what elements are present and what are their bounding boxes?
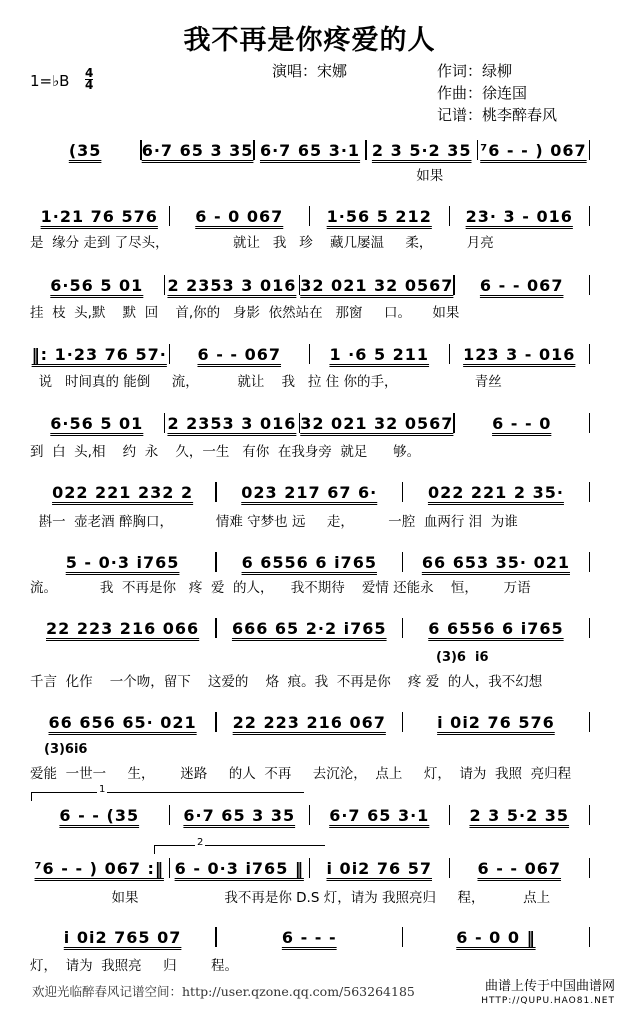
lyrics-line: 千言 化作 一个吻，留下 这爱的 烙 痕。我 不再是你 疼 爱 的人，我不幻想 xyxy=(30,674,543,690)
measure: 6·7 65 3 35 xyxy=(141,140,254,160)
score-line xyxy=(30,344,590,364)
bar-line xyxy=(589,140,591,160)
lyrics-line: 流。 我 不再是你 疼 爱 的人， 我不期待 爱情 还能永 恒， 万语 xyxy=(30,580,531,596)
bar-line xyxy=(589,206,591,226)
volta-bracket-1 xyxy=(31,784,304,801)
score-line xyxy=(30,618,590,638)
lyrics-line: 到 白 头,相 约 永 久，一生 有你 在我身旁 就足 够。 xyxy=(30,444,421,460)
bar-line xyxy=(589,413,591,433)
measure: 6·56 5 01 xyxy=(50,275,144,295)
measure: 23· 3 - 016 xyxy=(465,206,573,226)
measure: 6·7 65 3 35 xyxy=(183,805,296,825)
bar-line xyxy=(589,927,591,947)
measure: i 0i2 76 57 xyxy=(326,858,432,878)
lyrics-line: 是 缘分 走到 了尽头， 就让 我 珍 藏几屡温 柔， 月亮 xyxy=(30,235,494,251)
alternate-notes-2: (3)6i6 xyxy=(44,742,88,757)
measure: 6 - - (35 xyxy=(59,805,140,825)
measure: 2 3 5·2 35 xyxy=(469,805,570,825)
measure: 6 - 0 0 ‖ xyxy=(456,927,536,947)
lyrics-line: 灯， 请为 我照亮 归 程。 xyxy=(30,958,238,974)
key-signature: 1=♭B xyxy=(30,72,70,90)
measure: 66 656 65· 021 xyxy=(48,712,197,732)
measure: 666 65 2·2 i765 xyxy=(231,618,387,638)
score-line xyxy=(30,482,590,502)
measure: 6 - - 067 xyxy=(477,858,562,878)
measure: 1·21 76 576 xyxy=(40,206,158,226)
measure: i 0i2 765 07 xyxy=(63,927,182,947)
bar-line xyxy=(589,275,591,295)
measure: 023 217 67 6· xyxy=(241,482,378,502)
transcriber: 记谱：桃李醉春风 xyxy=(437,106,558,124)
volta-bracket-2 xyxy=(154,837,325,854)
watermark-text: 曲谱上传于中国曲谱网 xyxy=(484,979,615,994)
lyrics-line: 如果 xyxy=(30,168,444,184)
watermark xyxy=(481,980,615,1008)
bar-line xyxy=(589,344,591,364)
lyrics-line: 如果 我不再是你 D.S 灯，请为 我照亮归 程， 点上 xyxy=(30,890,551,906)
lyrics-line: 挂 枝 头,默 默 回 首,你的 身影 依然站在 那窗 口。 如果 xyxy=(30,305,460,321)
measure: (35 xyxy=(68,140,102,160)
measure: 66 653 35· 021 xyxy=(421,552,570,572)
measure: 6 6556 6 i765 xyxy=(241,552,377,572)
time-top: 4 xyxy=(85,66,94,80)
measure: 32 021 32 0567 xyxy=(300,275,454,295)
measure: 6 - 0·3 i765 ‖ xyxy=(174,858,304,878)
score-line xyxy=(30,140,590,160)
measure: 022 221 2 35· xyxy=(427,482,564,502)
score-line xyxy=(30,413,590,433)
measure: ‖: 1·23 76 57· xyxy=(31,344,167,364)
bar-line xyxy=(589,482,591,502)
bar-line xyxy=(589,805,591,825)
score-line xyxy=(30,552,590,572)
measure: 22 223 216 067 xyxy=(232,712,386,732)
score-line xyxy=(30,858,590,878)
lyrics-line: 斟一 壶老酒 醉胸口， 情难 守梦也 远 走， 一腔 血两行 泪 为谁 xyxy=(30,514,518,530)
measure: 123 3 - 016 xyxy=(463,344,576,364)
alternate-notes-1: (3)6 i6 xyxy=(436,650,489,665)
score-line xyxy=(30,275,590,295)
score-line xyxy=(30,206,590,226)
measure: i 0i2 76 576 xyxy=(437,712,555,732)
score-line xyxy=(30,712,590,732)
measure: 1 ·6 5 211 xyxy=(329,344,430,364)
measure: 6 - - - xyxy=(281,927,337,947)
measure: 6·7 65 3·1 xyxy=(329,805,430,825)
volta-label-1: 1 xyxy=(99,784,106,795)
watermark-url: HTTP://QUPU.HAO81.NET xyxy=(481,996,615,1006)
footer-text: 欢迎光临醉春风记谱空间：http://user.qzone.qq.com/563264185 xyxy=(32,984,415,999)
score-line xyxy=(30,805,590,825)
measure: 6 - - 067 xyxy=(479,275,564,295)
lyrics-line: 说 时间真的 能倒 流， 就让 我 拉 住 你的手， 青丝 xyxy=(30,374,502,390)
measure: 6 - 0 067 xyxy=(195,206,284,226)
time-signature xyxy=(85,68,93,91)
time-bottom: 4 xyxy=(85,78,94,92)
measure: 2 3 5·2 35 xyxy=(371,140,472,160)
measure: 6·56 5 01 xyxy=(50,413,144,433)
measure: 022 221 232 2 xyxy=(52,482,194,502)
measure: 2 2353 3 016 xyxy=(167,275,297,295)
measure: 6 - - 0 xyxy=(492,413,552,433)
lyricist: 作词：绿柳 xyxy=(437,62,513,80)
singer: 演唱：宋娜 xyxy=(272,62,348,80)
bar-line xyxy=(589,712,591,732)
bar-line xyxy=(589,858,591,878)
measure: 5 - 0·3 i765 xyxy=(65,552,180,572)
lyrics-line: 爱能 一世一 生， 迷路 的人 不再 去沉沦， 点上 灯， 请为 我照 亮归程 xyxy=(30,766,572,782)
bar-line xyxy=(589,552,591,572)
measure: ⁷6 - - ) 067 :‖ xyxy=(34,858,164,878)
measure: 6·7 65 3·1 xyxy=(259,140,361,160)
score-line xyxy=(30,927,590,947)
measure: 32 021 32 0567 xyxy=(300,413,454,433)
song-title: 我不再是你疼爱的人 xyxy=(183,25,436,56)
measure: ⁷6 - - ) 067 xyxy=(480,140,587,160)
measure: 2 2353 3 016 xyxy=(167,413,297,433)
measure: 6 6556 6 i765 xyxy=(428,618,564,638)
composer: 作曲：徐连国 xyxy=(437,84,528,102)
measure: 22 223 216 066 xyxy=(46,618,200,638)
measure: 1·56 5 212 xyxy=(326,206,432,226)
measure: 6 - - 067 xyxy=(197,344,282,364)
bar-line xyxy=(589,618,591,638)
volta-label-2: 2 xyxy=(197,837,204,848)
